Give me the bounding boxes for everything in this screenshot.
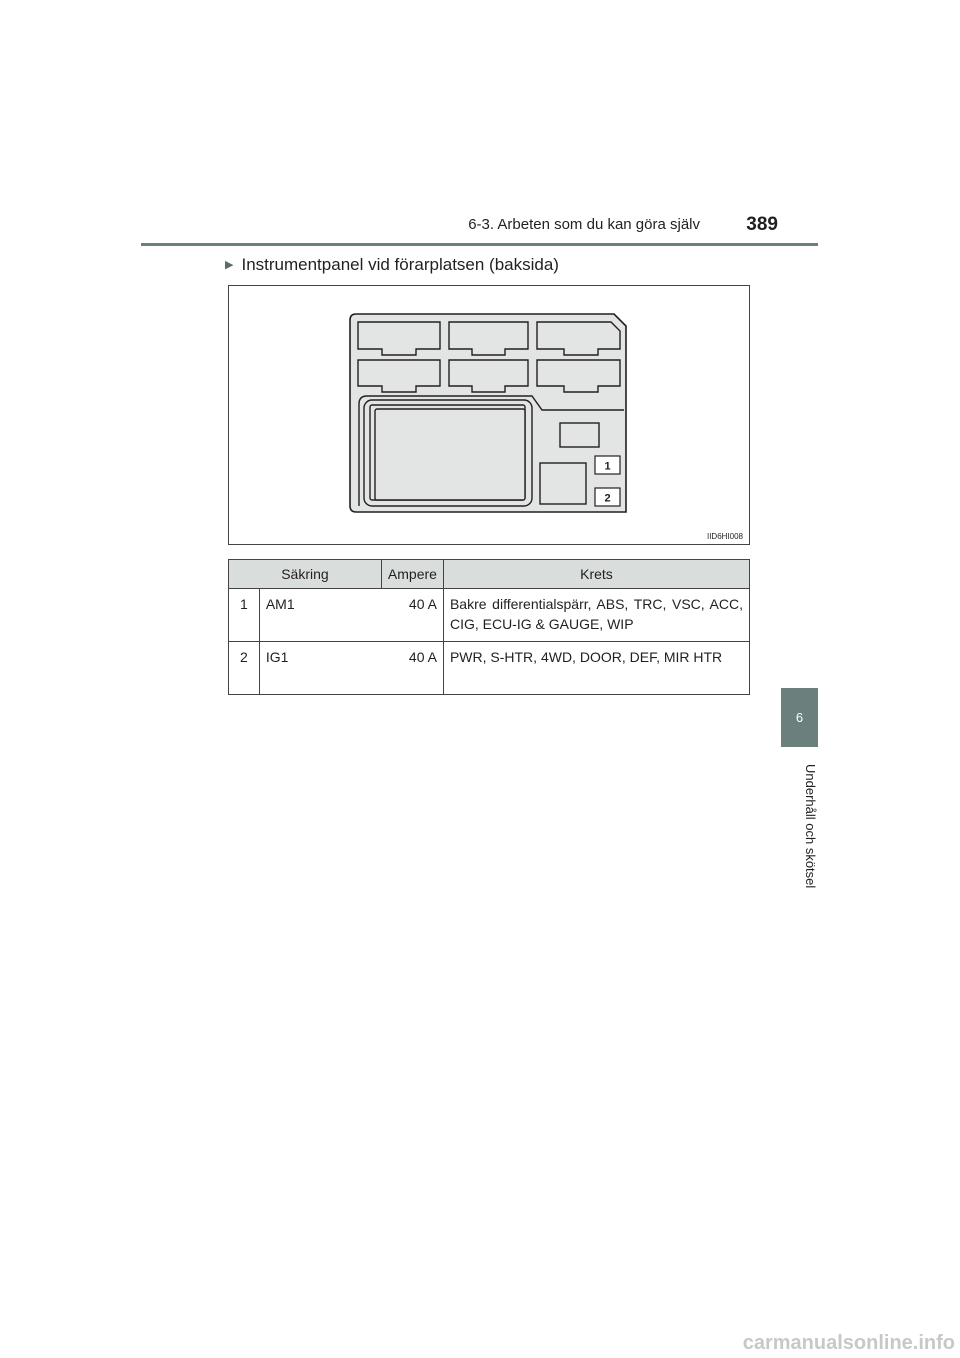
triangle-bullet-icon: ▶ bbox=[225, 259, 234, 271]
section-heading bbox=[225, 255, 559, 275]
fuse-ampere: 40 A bbox=[408, 649, 437, 665]
page-number: 389 bbox=[746, 214, 778, 235]
callout-2: 2 bbox=[604, 492, 611, 505]
fuse-ampere: 40 A bbox=[408, 596, 437, 612]
table-header-row bbox=[229, 560, 750, 589]
fuse-name: IG1 bbox=[265, 649, 289, 665]
figure-id: IID6HI008 bbox=[706, 532, 743, 541]
table-row bbox=[229, 642, 750, 695]
fuse-name: AM1 bbox=[265, 596, 295, 612]
fuse-name-ampere bbox=[259, 642, 443, 695]
callout-1: 1 bbox=[604, 460, 611, 473]
column-header-ampere: Ampere bbox=[381, 560, 443, 589]
fuse-circuit: PWR, S-HTR, 4WD, DOOR, DEF, MIR HTR bbox=[443, 642, 749, 695]
table-row bbox=[229, 589, 750, 642]
chapter-tab bbox=[781, 688, 818, 747]
fuse-name-ampere bbox=[259, 589, 443, 642]
fuse-box-diagram bbox=[229, 286, 749, 544]
watermark: carmanualsonline.info bbox=[742, 1332, 955, 1354]
chapter-number: 6 bbox=[795, 710, 804, 725]
fuse-number: 1 bbox=[229, 589, 260, 642]
column-header-fuse: Säkring bbox=[229, 560, 382, 589]
fuse-number: 2 bbox=[229, 642, 260, 695]
chapter-title: Underhåll och skötsel bbox=[803, 763, 818, 889]
fuse-box-figure bbox=[228, 285, 750, 545]
fuse-table bbox=[228, 559, 750, 695]
column-header-circuit: Krets bbox=[443, 560, 749, 589]
fuse-circuit: Bakre differentialspärr, ABS, TRC, VSC, ACC, CIG, ECU-IG & GAUGE, WIP bbox=[443, 589, 749, 642]
header-section-title: 6-3. Arbeten som du kan göra själv bbox=[468, 216, 700, 233]
section-heading-text: Instrumentpanel vid förarplatsen (baksida) bbox=[241, 255, 559, 274]
header-rule bbox=[141, 243, 818, 246]
